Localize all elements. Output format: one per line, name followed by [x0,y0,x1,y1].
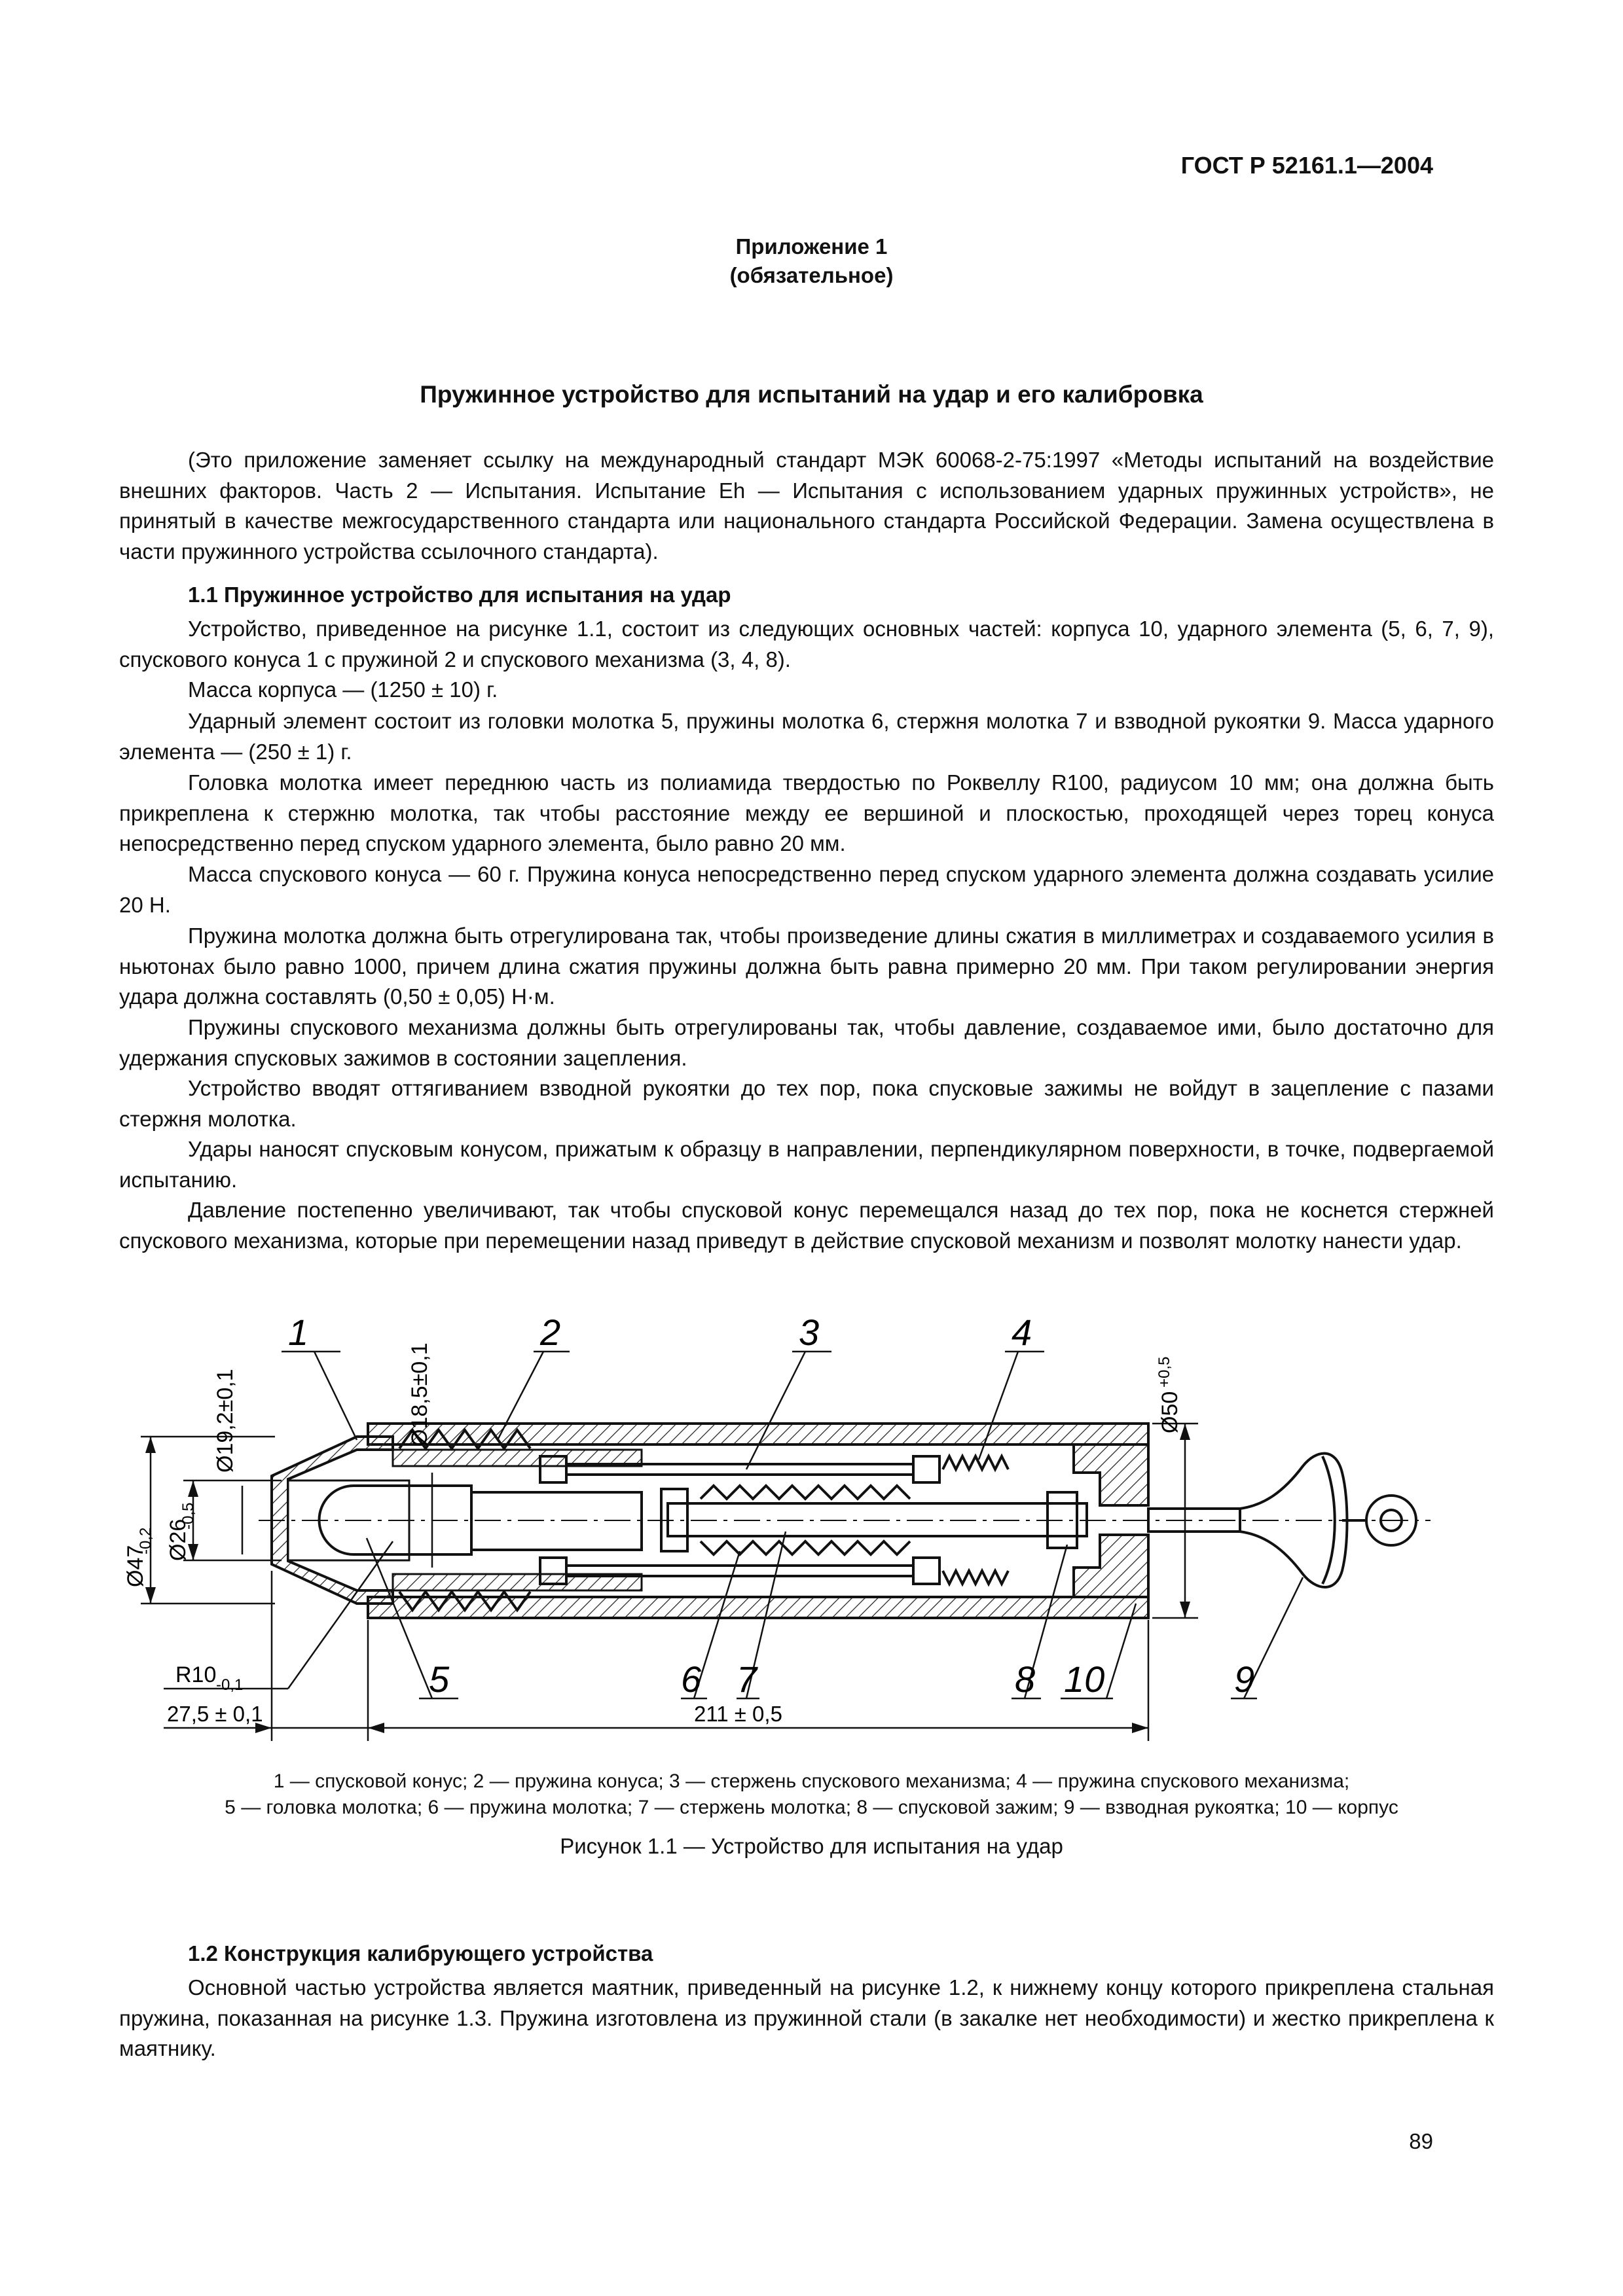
dim-diameter-18-5: Ø18,5±0,1 [407,1342,432,1446]
part-label-4: 4 [1012,1312,1032,1353]
part-label-6: 6 [681,1659,702,1700]
dim-diameter-50-tol: +0,5 [1156,1356,1173,1388]
paragraph-7: Пружины спускового механизма должны быть отрегулированы так, чтобы давление, создаваемое ими, было достаточно для удержания спусковых зажимов в состоянии зацепления. [119,1015,1494,1070]
part-label-7: 7 [737,1659,757,1700]
figure-caption: Рисунок 1.1 — Устройство для испытания на удар [560,1834,1063,1858]
paragraph-9: Удары наносят спусковым конусом, прижатым к образцу в направлении, перпендикулярном поверхности, в точке, подвергаемой испытанию. [119,1137,1494,1192]
paragraph-5: Масса спускового конуса — 60 г. Пружина конуса непосредственно перед спуском ударного элемента должна создавать усилие 20 Н. [119,862,1494,917]
part-label-10: 10 [1064,1659,1105,1700]
dim-diameter-47-tol: -0,2 [137,1527,155,1554]
part-label-9: 9 [1234,1659,1255,1700]
dim-diameter-26-tol: -0,5 [179,1502,197,1530]
dim-length-27-5: 27,5 ± 0,1 [167,1702,263,1726]
part-label-5: 5 [429,1659,450,1700]
section-1-2-paragraph: Основной частью устройства является маятник, приведенный на рисунке 1.2, к нижнему концу которого прикреплена стальная пружина, показанная на рисунке 1.3. Пружина изготовлена из пружинной стали (в закалке нет необходимости) и жестко прикреплена к маятнику. [119,1975,1494,2060]
dim-diameter-26: Ø26 [166,1518,191,1561]
part-label-8: 8 [1015,1659,1036,1700]
part-label-3: 3 [799,1312,820,1353]
dim-radius-10-tol: -0,1 [216,1676,244,1694]
dim-diameter-47: Ø47 [123,1545,148,1587]
standard-number: ГОСТ Р 52161.1—2004 [1180,152,1433,179]
paragraph-1: Устройство, приведенное на рисунке 1.1, состоит из следующих основных частей: корпуса 10, ударного элемента (5, 6, 7, 9), спускового конуса 1 с пружиной 2 и спускового механизма (3, 4, 8). [119,617,1494,672]
figure-legend-line-2: 5 — головка молотка; 6 — пружина молотка; 7 — стержень молотка; 8 — спусковой зажим; 9 — взводная рукоятка; 10 — корпус [225,1797,1398,1818]
appendix-number: Приложение 1 [735,234,888,259]
paragraph-10: Давление постепенно увеличивают, так чтобы спусковой конус перемещался назад до тех пор, пока не коснется стержней спускового механизма, которые при перемещении назад приведут в действие спусковой механизм и позволят молотку нанести удар. [119,1198,1494,1253]
appendix-title: Пружинное устройство для испытаний на удар и его калибровка [420,381,1203,408]
dim-radius-10: R10 [175,1662,217,1687]
paragraph-2: Масса корпуса — (1250 ± 10) г. [188,677,498,702]
paragraph-4: Головка молотка имеет переднюю часть из полиамида твердостью по Роквеллу R100, радиусом 10 мм; она должна быть прикреплена к стержню молотка, так чтобы расстояние между ее вершиной и плоскостью, проходящей через торец конуса непосредственно перед спуском ударного элемента, было равно 20 мм. [119,770,1494,855]
dim-diameter-19-2: Ø19,2±0,1 [213,1369,238,1473]
section-1-1-heading: 1.1 Пружинное устройство для испытания на удар [188,583,731,607]
figure-legend-line-1: 1 — спусковой конус; 2 — пружина конуса; 3 — стержень спускового механизма; 4 — пружина спускового механизма; [273,1770,1350,1792]
paragraph-3: Ударный элемент состоит из головки молотка 5, пружины молотка 6, стержня молотка 7 и взводной рукоятки 9. Масса ударного элемента — (250 ± 1) г. [119,709,1494,764]
paragraph-6: Пружина молотка должна быть отрегулирована так, чтобы произведение длины сжатия в миллиметрах и создаваемого усилия в ньютонах было равно 1000, причем длина сжатия пружины должна быть равна примерно 20 мм. При таком регулировании энергия удара должна составлять (0,50 ± 0,05) Н·м. [119,924,1494,1009]
dim-length-211: 211 ± 0,5 [694,1702,782,1726]
intro-paragraph: (Это приложение заменяет ссылку на международный стандарт МЭК 60068-2-75:1997 «Методы испытаний на воздействие внешних факторов. Часть 2 — Испытания. Испытание Eh — Испытания с использованием ударных пружинных устройств», не принятый в качестве межгосударственного стандарта или национального стандарта Российской Федерации. Замена осуществлена в части пружинного устройства ссылочного стандарта). [119,448,1494,564]
appendix-status: (обязательное) [729,263,894,287]
paragraph-8: Устройство вводят оттягиванием взводной рукоятки до тех пор, пока спусковые зажимы не войдут в зацепление с пазами стержня молотка. [119,1076,1494,1131]
part-label-1: 1 [288,1312,309,1353]
page-number: 89 [1409,2129,1433,2153]
part-label-2: 2 [540,1312,561,1353]
section-1-2-heading: 1.2 Конструкция калибрующего устройства [188,1941,653,1965]
dim-diameter-50: Ø50 [1158,1391,1182,1433]
